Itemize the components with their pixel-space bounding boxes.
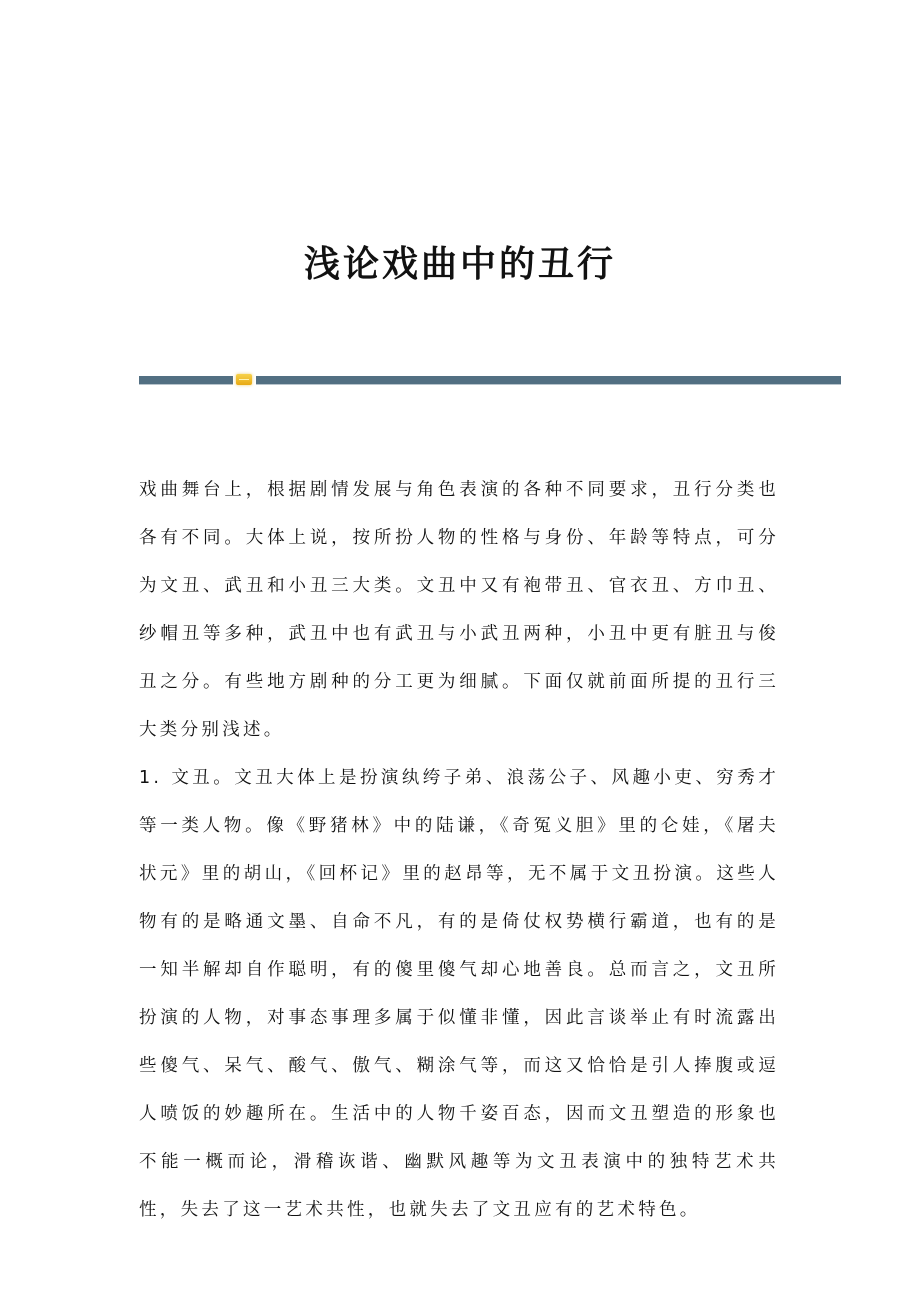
document-body <box>139 466 779 1234</box>
title-divider-right-shadow <box>256 384 841 385</box>
paragraph-wenchou: 1. 文丑。文丑大体上是扮演纨绔子弟、浪荡公子、风趣小吏、穷秀才等一类人物。像《野猪林》中的陆谦，《奇冤义胆》里的仑娃，《屠夫状元》里的胡山，《回杯记》里的赵昂等，无不属于文丑扮演。这些人物有的是略通文墨、自命不凡，有的是倚仗权势横行霸道，也有的是一知半解却自作聪明，有的傻里傻气却心地善良。总而言之，文丑所扮演的人物，对事态事理多属于似懂非懂，因此言谈举止有时流露出些傻气、呆气、酸气、傲气、糊涂气等，而这又恰恰是引人捧腹或逗人喷饭的妙趣所在。生活中的人物千姿百态，因而文丑塑造的形象也不能一概而论，滑稽诙谐、幽默风趣等为文丑表演中的独特艺术共性，失去了这一艺术共性，也就失去了文丑应有的艺术特色。 <box>139 768 779 1220</box>
title-divider-right <box>256 376 841 384</box>
divider-ornament-icon <box>236 374 252 385</box>
paragraph-intro: 戏曲舞台上，根据剧情发展与角色表演的各种不同要求，丑行分类也各有不同。大体上说，按所扮人物的性格与身份、年龄等特点，可分为文丑、武丑和小丑三大类。文丑中又有袍带丑、官衣丑、方巾丑、纱帽丑等多种，武丑中也有武丑与小武丑两种，小丑中更有脏丑与俊丑之分。有些地方剧种的分工更为细腻。下面仅就前面所提的丑行三大类分别浅述。 <box>139 480 779 740</box>
title-divider-left-shadow <box>139 384 233 385</box>
document-title: 浅论戏曲中的丑行 <box>303 243 616 286</box>
title-divider-left <box>139 376 233 384</box>
